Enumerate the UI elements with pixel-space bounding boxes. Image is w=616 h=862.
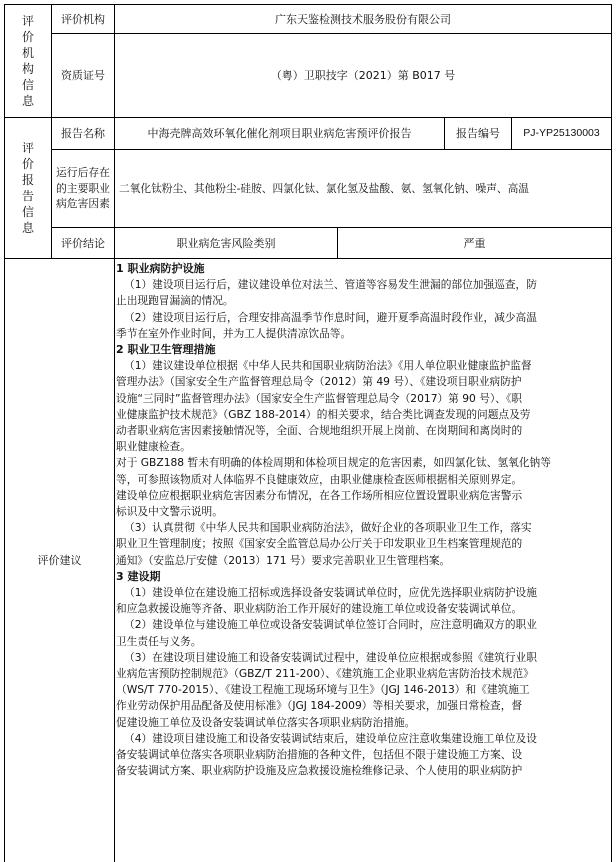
report-name-value: 中海壳牌高效环氧化催化剂项目职业病危害预评价报告	[147, 127, 412, 140]
conclusion-label: 评价结论	[61, 236, 105, 250]
section2-label: 评价报告信息	[21, 141, 34, 235]
recommendation-line: 等，可参照该物质对人体临界不良健康效应，由职业健康检查医师根据相关原则界定。	[116, 472, 523, 486]
org-value: 广东天鉴检测技术服务股份有限公司	[275, 12, 451, 26]
report-no-value: PJ-YP25130003	[523, 127, 600, 139]
table-border-right	[611, 4, 612, 862]
recommendation-line: （WS/T 770-2015）、《建设工程施工现场环境与卫生》（JGJ 146-2013）和《建筑施工	[116, 683, 530, 697]
recommendation-line: 标识及中文警示说明。	[116, 505, 223, 519]
cert-value: （粤）卫职技字（2021）第 B017 号	[270, 69, 456, 82]
recommendation-line: 卫生责任与义务。	[116, 634, 202, 648]
recommendation-line: 业病危害预防控制规范》（GBZ/T 211-200）、《建筑施工企业职业病危害防治技术规范》	[116, 667, 534, 681]
cert-label: 资质证号	[61, 69, 105, 82]
hazards-value: 二氧化钛粉尘、其他粉尘-硅胺、四氯化钛、氯化氢及盐酸、氨、氢氧化钠、噪声、高温	[119, 182, 529, 195]
recommendation-line: 作业劳动保护用品配备及使用标准》（JGJ 184-2009）等相关要求，加强日常检查，督	[116, 699, 523, 713]
recommendation-line: （3）在建设项目建设施工和设备安装调试过程中，建设单位应根据或参照《建筑行业职	[124, 650, 537, 664]
recommendation-line: （3）认真贯彻《中华人民共和国职业病防治法》，做好企业的各项职业卫生工作，落实	[124, 521, 532, 535]
recommendation-line: 止出现跑冒漏滴的情况。	[116, 294, 234, 308]
recommendation-heading: 1 职业病防护设施	[116, 262, 205, 275]
recommendation-line: 促建设施工单位及设备安装调试单位落实各项职业病防治措施。	[116, 715, 416, 729]
recommendation-line: 季节在室外作业时间，并为工人提供清凉饮品等。	[116, 326, 352, 340]
recommendation-line: （2）建设单位与建设施工单位或设备安装调试单位签订合同时，应注意明确双方的职业	[124, 618, 537, 632]
recommendation-line: 备安装调试方案、职业病防护设施及应急救援设施检维修记录、个人使用的职业病防护	[116, 764, 523, 778]
recommendation-line: 建设单位应根据职业病危害因素分布情况，在各工作场所相应位置设置职业病危害警示	[116, 488, 523, 502]
recommendation-line: 和应急救援设施等齐备、职业病防治工作开展好的建设施工单位或设备安装调试单位。	[116, 602, 523, 616]
recommendation-line: 职业健康检查。	[116, 440, 191, 454]
recommendation-line: 业健康监护技术规范》（GBZ 188-2014）的相关要求，结合类比调查发现的问题点及劳	[116, 407, 531, 421]
recommendation-line: 对于 GBZ188 暂未有明确的体检周期和体检项目规定的危害因素，如四氯化钛、氢氧化钠等	[116, 456, 551, 470]
recommendation-line: （1）建设项目运行后，建议建设单位对法兰、管道等容易发生泄漏的部位加强巡查，防	[124, 278, 537, 292]
recommendation-line: 设施“三同时”监督管理办法》（国家安全生产监督管理总局令（2017）第 90 号）、《职	[116, 391, 522, 405]
recommendation-heading: 2 职业卫生管理措施	[116, 343, 216, 357]
recommendation-line: （4）建设项目建设施工和设备安装调试结束后，建设单位应注意收集建设施工单位及设	[124, 731, 537, 745]
section-label-report	[5, 118, 51, 258]
recommendation-line: 职业卫生管理制度；按照《国家安全监管总局办公厅关于印发职业卫生档案管理规范的	[116, 537, 523, 551]
recommendation-line: 管理办法》（国家安全生产监督管理总局令（2012）第 49 号）、《建设项目职业病防护	[116, 375, 522, 389]
recommendation-heading: 3 建设期	[116, 569, 161, 583]
risk-category-value: 严重	[463, 236, 486, 250]
recommendation-line: （1）建设单位在建设施工招标或选择设备安装调试单位时，应优先选择职业病防护设施	[124, 586, 537, 600]
recommendation-line: 备安装调试单位落实各项职业病防治措施的各种文件，包括但不限于建设施工方案、设	[116, 748, 523, 762]
recommendation-line: （2）建设项目运行后，合理安排高温季节作息时间，避开夏季高温时段作业，减少高温	[124, 310, 537, 324]
report-no-label: 报告编号	[456, 127, 500, 140]
recommendation-line: 动者职业病危害因素接触情况等，全面、合规地组织开展上岗前、在岗期间和离岗时的	[116, 424, 523, 438]
hazards-label: 运行后存在的主要职业病危害因素	[56, 166, 110, 211]
section-label-org	[5, 5, 51, 117]
recommendation-line: 通知》（安监总厅安健（2013）171 号）要求完善职业卫生管理档案。	[116, 553, 451, 567]
risk-category-label: 职业病危害风险类别	[176, 236, 276, 250]
recommendations-body	[116, 261, 606, 780]
section1-label: 评价机构信息	[21, 14, 34, 108]
recommendation-line: （1）建议建设单位根据《中华人民共和国职业病防治法》《用人单位职业健康监护监督	[124, 359, 532, 373]
org-label: 评价机构	[61, 12, 105, 26]
recommendations-label: 评价建议	[37, 554, 82, 567]
report-name-label: 报告名称	[61, 127, 105, 140]
